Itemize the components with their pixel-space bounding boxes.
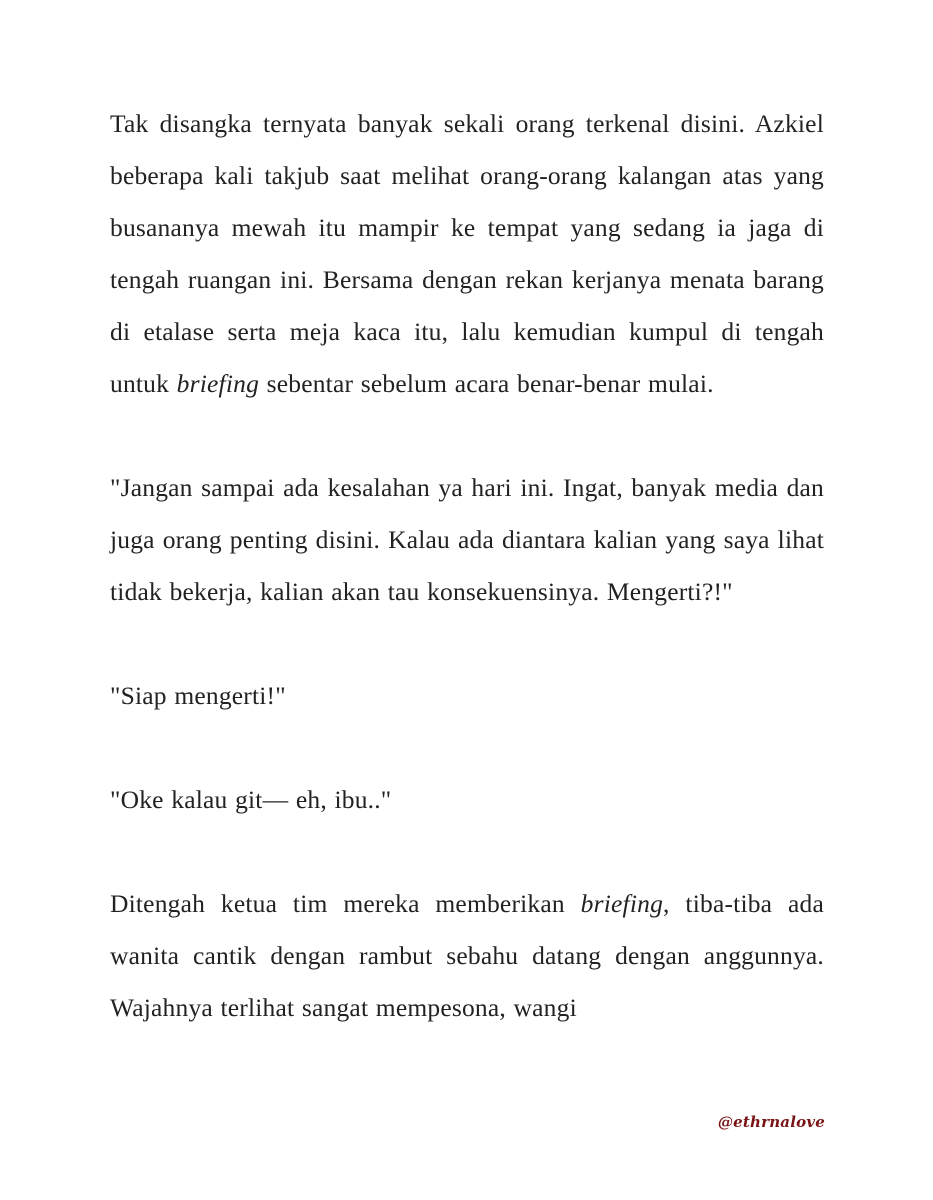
author-signature: @ethrnalove [717, 1113, 825, 1131]
paragraph-5-italic-term: briefing [580, 889, 664, 918]
paragraph-narration-2 [110, 878, 824, 1034]
paragraph-dialogue-3: "Oke kalau git— eh, ibu.." [110, 785, 392, 814]
paragraph-dialogue-2: "Siap mengerti!" [110, 681, 286, 710]
paragraph-dialogue-1: "Jangan sampai ada kesalahan ya hari ini. Ingat, banyak media dan juga orang penting disini. Kalau ada diantara kalian yang saya lihat tidak bekerja, kalian akan tau konsekuensinya. Mengerti?!" [110, 473, 824, 606]
paragraph-1-text-start: Tak disangka ternyata banyak sekali orang terkenal disini. Azkiel beberapa kali takjub saat melihat orang-orang kalangan atas yang busananya mewah itu mampir ke tempat yang sedang ia jaga di tengah ruangan ini. Bersama dengan rekan kerjanya menata barang di etalase serta meja kaca itu, lalu kemudian kumpul di tengah untuk [110, 109, 824, 398]
paragraph-spacer [110, 618, 824, 670]
paragraph-1-text-end: sebentar sebelum acara benar-benar mulai. [259, 369, 714, 398]
paragraph-1-italic-term: briefing [176, 369, 260, 398]
paragraph-spacer [110, 722, 824, 774]
paragraph-spacer [110, 410, 824, 462]
paragraph-spacer [110, 826, 824, 878]
paragraph-narration-1 [110, 98, 824, 410]
paragraph-5-text-end: , tiba-tiba ada wanita cantik dengan rambut sebahu datang dengan anggunnya. Wajahnya terlihat sangat mempesona, wangi [110, 889, 824, 1022]
story-text [110, 98, 824, 1034]
paragraph-5-text-start: Ditengah ketua tim mereka memberikan [110, 889, 581, 918]
